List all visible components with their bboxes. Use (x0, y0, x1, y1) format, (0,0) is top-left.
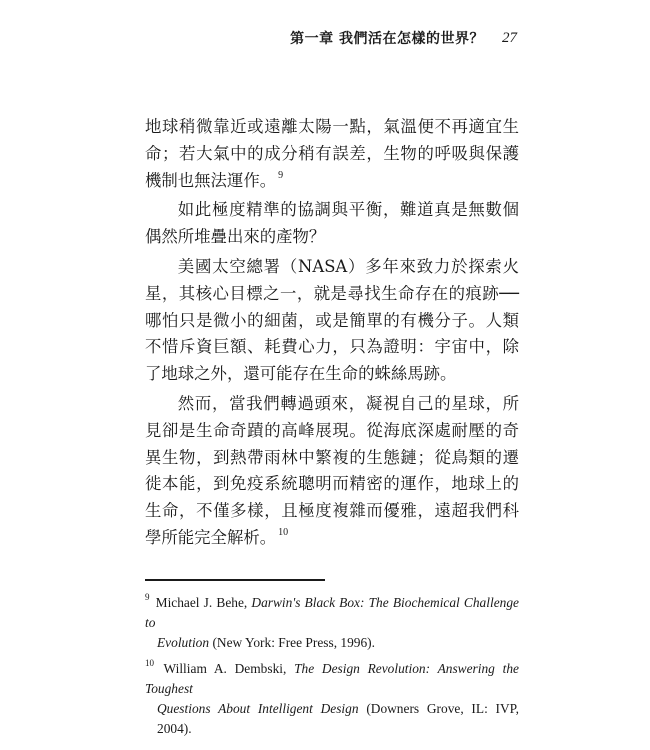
footnote-title: Darwin's Black Box: The Biochemical Challenge to (145, 595, 519, 630)
footnote-10 (145, 659, 519, 739)
footnote-author: Michael J. Behe, (155, 595, 248, 610)
body-text (145, 114, 519, 555)
footnote-number: 10 (145, 657, 154, 668)
paragraph-4-text: 然而，當我們轉過頭來，凝視自己的星球，所見卻是生命奇蹟的高峰展現。從海底深處耐壓的奇異生物，到熱帶雨林中繁複的生態鏈；從鳥類的遷徙本能，到免疫系統聰明而精密的運作，地球上的生命，不僅多樣，且極度複雜而優雅，遠超我們科學所能完全解析。 (145, 393, 519, 547)
footnote-title-cont: Questions About Intelligent Design (157, 701, 359, 716)
footnote-continuation (145, 633, 519, 653)
paragraph-3-text: 美國太空總署（NASA）多年來致力於探索火星，其核心目標之一，就是尋找生命存在的痕跡──哪怕只是微小的細菌，或是簡單的有機分子。人類不惜斥資巨額、耗費心力，只為證明：宇宙中，除了地球之外，還可能存在生命的蛛絲馬跡。 (145, 256, 519, 384)
footnote-publication: (Downers Grove, IL: IVP, 2004). (157, 701, 519, 736)
footnote-title: The Design Revolution: Answering the Toughest (145, 661, 519, 696)
footnote-divider (145, 579, 325, 581)
footnote-number: 9 (145, 591, 150, 602)
footnote-continuation (145, 699, 519, 739)
paragraph-3 (145, 254, 519, 388)
paragraph-4 (145, 391, 519, 552)
paragraph-1-text: 地球稍微靠近或遠離太陽一點，氣溫便不再適宜生命；若大氣中的成分稍有誤差，生物的呼吸與保護機制也無法運作。 (145, 117, 519, 190)
paragraph-1 (145, 114, 519, 194)
footnote-author: William A. Dembski, (163, 661, 287, 676)
footnote-ref-10: 10 (278, 527, 289, 539)
paragraph-2 (145, 197, 519, 251)
page-number: 27 (502, 29, 517, 46)
footnote-publication: (New York: Free Press, 1996). (212, 635, 375, 650)
running-header (145, 28, 517, 48)
footnote-title-cont: Evolution (157, 635, 210, 650)
chapter-title: 第一章 我們活在怎樣的世界？ (290, 31, 484, 47)
footnote-9 (145, 593, 519, 653)
footnotes (145, 593, 519, 745)
footnote-ref-9: 9 (278, 170, 284, 182)
paragraph-2-text: 如此極度精準的協調與平衡，難道真是無數個偶然所堆疊出來的產物？ (145, 200, 519, 247)
